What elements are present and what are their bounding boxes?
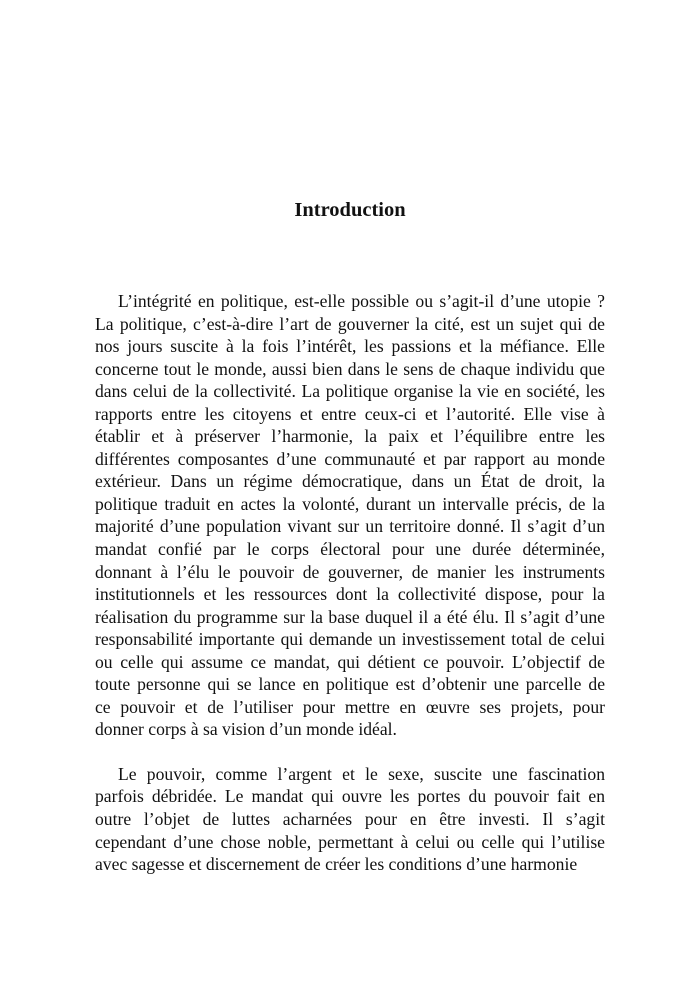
text-line: avec sagesse et discernement de créer les conditions d’une harmonie [95,854,578,875]
text-line: ou celle qui assume ce mandat, qui détient ce pouvoir. L’objectif de [95,651,605,672]
text-line: concerne tout le monde, aussi bien dans le sens de chaque individu que [95,358,605,379]
text-line: rapports entre les citoyens et entre ceux-ci et l’autorité. Elle vise à [95,403,605,424]
text-line: extérieur. Dans un régime démocratique, dans un État de droit, la [95,471,605,492]
text-line: institutionnels et les ressources dont la collectivité dispose, pour la [95,584,605,605]
text-line: parfois débridée. Le mandat qui ouvre les portes du pouvoir fait en [95,786,605,807]
paragraph-2 [95,763,605,876]
text-line: politique traduit en actes la volonté, durant un intervalle précis, de la [95,493,605,514]
text-line: établir et à préserver l’harmonie, la paix et l’équilibre entre les [95,426,605,447]
text-line: responsabilité importante qui demande un investissement total de celui [95,629,605,650]
text-line: donner corps à sa vision d’un monde idéal. [95,719,397,740]
text-line: majorité d’une population vivant sur un territoire donné. Il s’agit d’un [95,516,605,537]
text-line: La politique, c’est-à-dire l’art de gouverner la cité, est un sujet qui de [95,313,605,334]
text-line: dans celui de la collectivité. La politique organise la vie en société, les [95,381,605,402]
text-line: cependant d’une chose noble, permettant à celui ou celle qui l’utilise [95,831,605,852]
body-text [95,290,605,876]
text-line: différentes composantes d’une communauté et par rapport au monde [95,448,605,469]
text-line: ce pouvoir et de l’utiliser pour mettre en œuvre ses projets, pour [95,696,605,717]
text-line: donnant à l’élu le pouvoir de gouverner, de manier les instruments [95,561,605,582]
text-line: toute personne qui se lance en politique est d’obtenir une parcelle de [95,674,605,695]
text-line: outre l’objet de luttes acharnées pour en être investi. Il s’agit [95,809,605,830]
text-line: nos jours suscite à la fois l’intérêt, les passions et la méfiance. Elle [95,336,605,357]
text-line: mandat confié par le corps électoral pour une durée déterminée, [95,539,605,560]
paragraph-1 [95,290,605,741]
text-line: L’intégrité en politique, est-elle possible ou s’agit-il d’une utopie ? [118,291,605,311]
text-line: Le pouvoir, comme l’argent et le sexe, suscite une fascination [118,763,605,784]
text-line: réalisation du programme sur la base duquel il a été élu. Il s’agit d’une [95,606,605,627]
chapter-title: Introduction [294,199,406,221]
